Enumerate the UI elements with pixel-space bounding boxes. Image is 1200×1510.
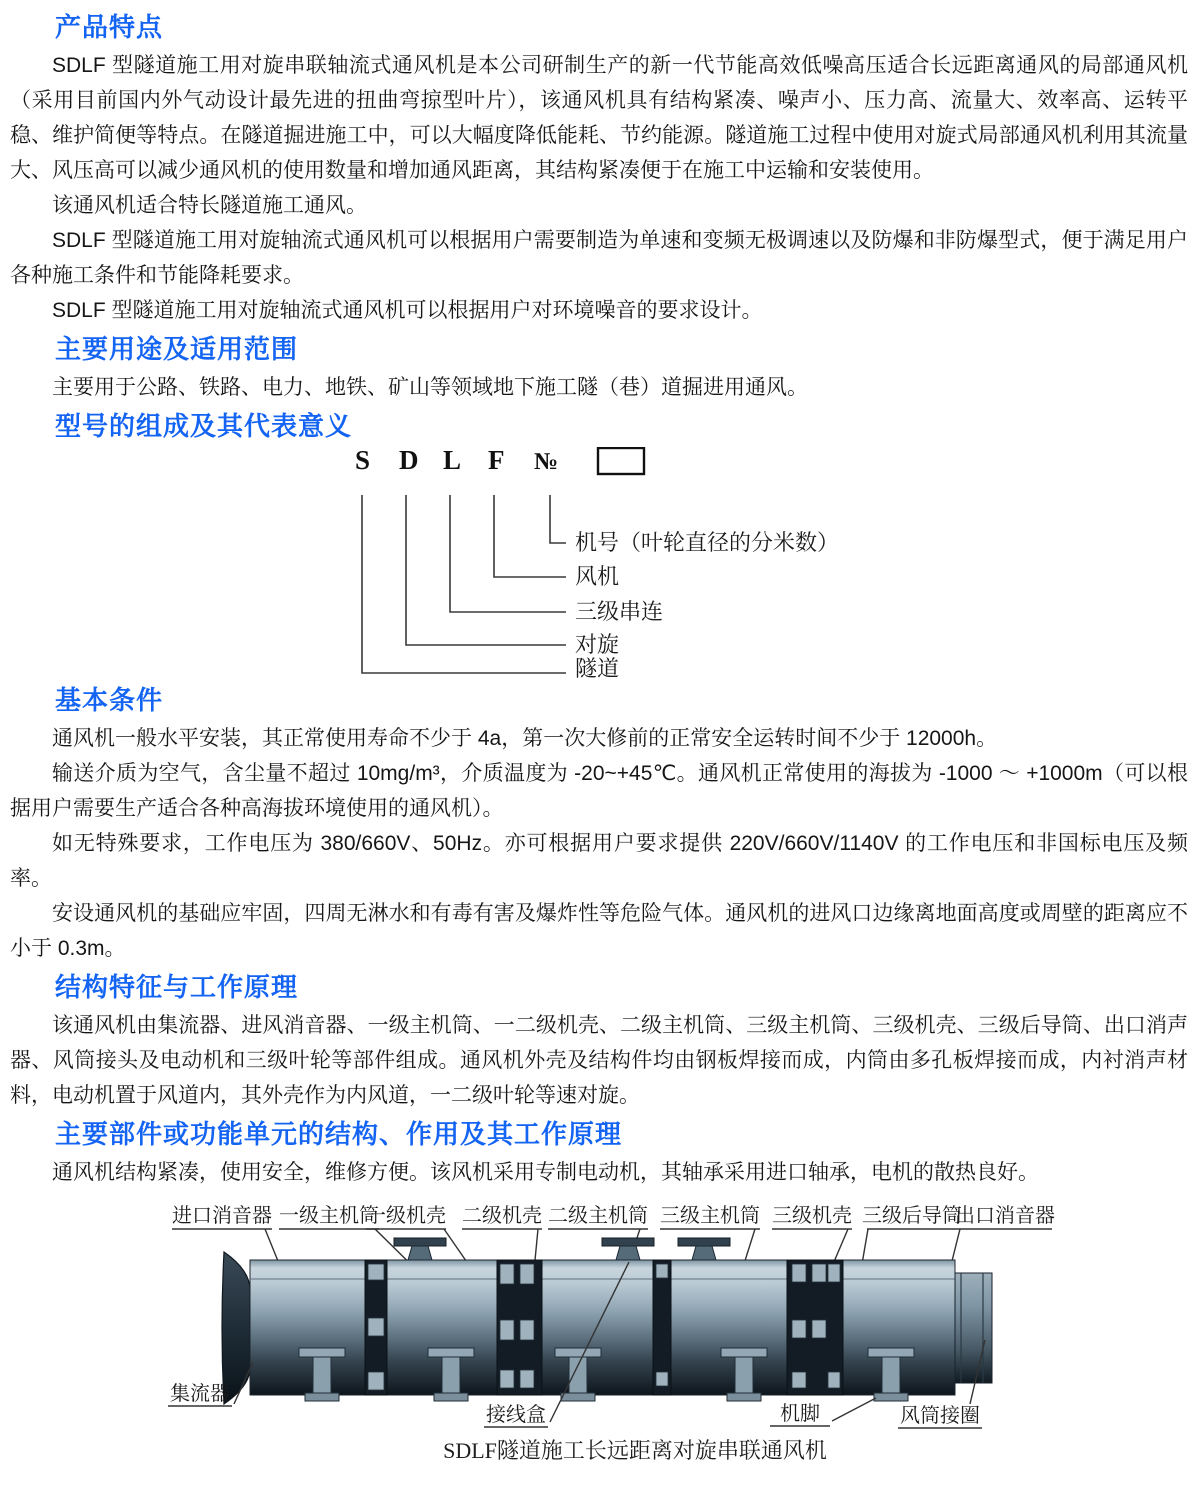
label-stage3-guide-tube: 三级后导筒 (862, 1205, 962, 1227)
drawing-caption: SDLF隧道施工长远距离对旋串联通风机 (443, 1438, 827, 1463)
model-designation-diagram (10, 447, 1200, 679)
section-title-model: 型号的组成及其代表意义 (55, 411, 353, 441)
paragraph: 输送介质为空气，含尘量不超过 10mg/m³，介质温度为 -20~+45℃。通风机正常使用的海拔为 -1000 ～ +1000m（可以根据用户需要生产适合各种高海拔环境使用的通风机）。 (10, 762, 1188, 820)
paragraph: 安设通风机的基础应牢固，四周无淋水和有毒有害及爆炸性等危险气体。通风机的进风口边缘离地面高度或周壁的距离应不小于 0.3m。 (10, 902, 1188, 960)
paragraph: 通风机一般水平安装，其正常使用寿命不少于 4a，第一次大修前的正常安全运转时间不少于 12000h。 (52, 727, 998, 750)
label-machine-foot: 机脚 (780, 1403, 820, 1425)
label-outlet-silencer: 出口消音器 (955, 1205, 1055, 1227)
section-title-usage: 主要用途及适用范围 (55, 334, 299, 364)
paragraph: SDLF 型隧道施工用对旋串联轴流式通风机是本公司研制生产的新一代节能高效低噪高压适合长远距离通风的局部通风机（采用目前国内外气动设计最先进的扭曲弯掠型叶片），该通风机具有结构紧凑、噪声小、压力高、流量大、效率高、运转平稳、维护简便等特点。在隧道掘进施工中，可以大幅度降低能耗、节约能源。隧道施工过程中使用对旋式局部通风机利用其流量大、风压高可以减少通风机的使用数量和增加通风距离，其结构紧凑便于在施工中运输和安装使用。 (10, 54, 1188, 182)
model-letter-f: F (488, 447, 505, 475)
section-title-conditions: 基本条件 (55, 685, 164, 715)
model-label-fan: 风机 (575, 564, 620, 589)
bell-mouth (222, 1252, 250, 1404)
paragraph: 主要用于公路、铁路、电力、地铁、矿山等领域地下施工隧（巷）道掘进用通风。 (52, 376, 808, 399)
paragraph: 该通风机适合特长隧道施工通风。 (52, 194, 367, 217)
junction-box-icon (394, 1238, 730, 1260)
label-stage3-casing: 三级机壳 (772, 1205, 852, 1227)
section-title-components: 主要部件或功能单元的结构、作用及其工作原理 (55, 1119, 623, 1149)
duct-connection-ring (955, 1273, 992, 1383)
label-duct-ring: 风筒接圈 (900, 1405, 980, 1427)
paragraph: 如无特殊要求，工作电压为 380/660V、50Hz。亦可根据用户要求提供 220V/660V/1140V 的工作电压和非国标电压及频率。 (10, 832, 1188, 890)
model-letter-d: D (399, 447, 419, 475)
label-stage2-casing: 二级机壳 (462, 1205, 542, 1227)
section-title-features: 产品特点 (55, 12, 164, 42)
fan-technical-drawing (10, 1190, 1200, 1470)
model-numero-sign: № (534, 449, 559, 475)
label-stage1-main-tube: 一级主机筒 (279, 1205, 379, 1227)
paragraph: 通风机结构紧凑，使用安全，维修方便。该风机采用专制电动机，其轴承采用进口轴承，电机的散热良好。 (52, 1161, 1039, 1184)
model-label-contra: 对旋 (575, 632, 620, 657)
model-size-box (598, 448, 644, 474)
paragraph: SDLF 型隧道施工用对旋轴流式通风机可以根据用户对环境噪音的要求设计。 (52, 299, 763, 322)
model-label-size: 机号（叶轮直径的分米数） (575, 530, 840, 555)
label-stage1-casing: 一级机壳 (366, 1205, 446, 1227)
model-letter-l: L (443, 447, 462, 475)
model-label-tunnel: 隧道 (575, 656, 620, 679)
label-inlet-silencer: 进口消音器 (172, 1205, 272, 1227)
model-label-series: 三级串连 (575, 599, 664, 624)
model-letter-s: S (355, 447, 371, 475)
paragraph: SDLF 型隧道施工用对旋轴流式通风机可以根据用户需要制造为单速和变频无极调速以及防爆和非防爆型式，便于满足用户各种施工条件和节能降耗要求。 (10, 229, 1188, 287)
label-stage2-main-tube: 二级主机筒 (548, 1205, 648, 1227)
fan-body-segments (250, 1260, 955, 1395)
section-title-structure: 结构特征与工作原理 (55, 972, 299, 1002)
label-terminal-box: 接线盒 (486, 1404, 546, 1426)
model-leader-lines (362, 495, 566, 673)
label-collector: 集流器 (170, 1383, 230, 1405)
label-stage3-main-tube: 三级主机筒 (660, 1205, 760, 1227)
paragraph: 该通风机由集流器、进风消音器、一级主机筒、一二级机壳、二级主机筒、三级主机筒、三级机壳、三级后导筒、出口消声器、风筒接头及电动机和三级叶轮等部件组成。通风机外壳及结构件均由钢板焊接而成，内筒由多孔板焊接而成，内衬消声材料，电动机置于风道内，其外壳作为内风道，一二级叶轮等速对旋。 (10, 1014, 1188, 1107)
